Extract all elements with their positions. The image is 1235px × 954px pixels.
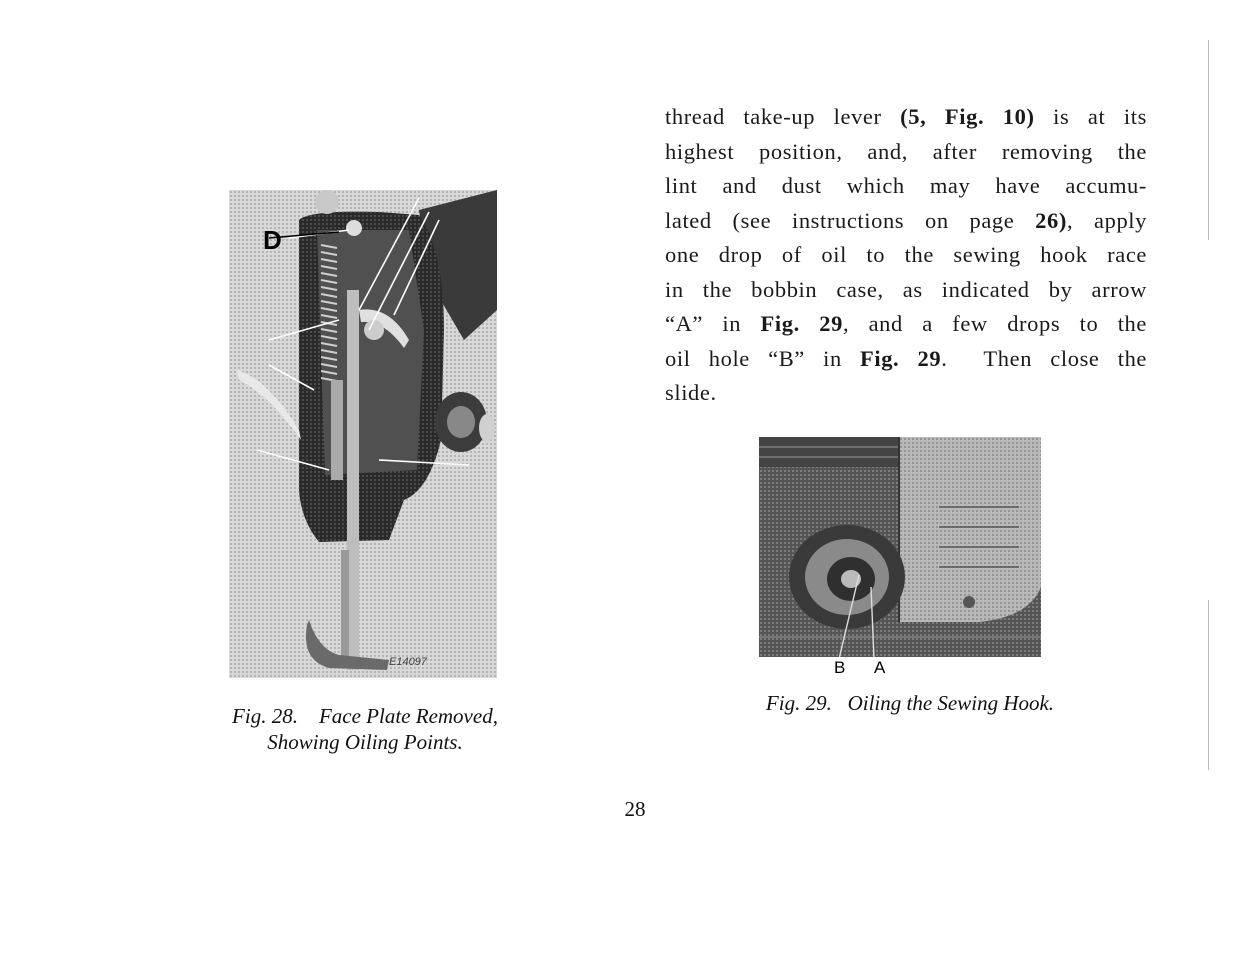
bold-reference: (5, Fig. 10) — [900, 104, 1035, 129]
text-line — [665, 135, 1147, 170]
figure-28-caption — [180, 703, 550, 755]
text-run: oil hole “B” in — [665, 345, 861, 371]
text-run: lint and dust which may have accumu- — [665, 173, 1147, 198]
text-run: , and a few drops to the — [842, 311, 1147, 336]
text-run: highest position, and, after removing the — [665, 138, 1147, 164]
sewing-head-illustration — [229, 190, 497, 678]
text-run: slide. — [665, 380, 717, 405]
text-line — [665, 342, 1147, 377]
text-line — [665, 169, 1147, 204]
text-line — [665, 307, 1147, 342]
text-run: thread take-up lever — [665, 104, 901, 129]
page-number: 28 — [624, 797, 646, 821]
scan-edge-line — [1208, 40, 1209, 240]
text-run: lated (see instructions on page — [665, 207, 1036, 233]
text-run: . Then close the — [941, 345, 1148, 371]
figure-29-photo — [759, 437, 1041, 657]
figure-28-photo — [229, 190, 497, 678]
figure-28-caption-line2: Showing Oiling Points. — [267, 730, 463, 754]
figure-29-caption: Fig. 29. Oiling the Sewing Hook. — [765, 691, 1055, 715]
figure-28-caption-line1: Fig. 28. Face Plate Removed, — [232, 704, 498, 728]
label-a: A — [874, 658, 886, 677]
text-line — [665, 204, 1147, 239]
label-b: B — [834, 658, 846, 677]
bold-reference: 26) — [1035, 207, 1067, 233]
text-line — [665, 273, 1147, 308]
plate-number: E14097 — [389, 656, 427, 668]
text-run: one drop of oil to the sewing hook race — [665, 242, 1147, 267]
scan-edge-line — [1208, 600, 1209, 770]
bold-reference: Fig. 29 — [760, 311, 843, 336]
text-run: is at its — [1034, 104, 1147, 129]
label-d: D — [263, 225, 282, 255]
instruction-paragraph — [665, 100, 1147, 411]
text-line — [665, 238, 1147, 273]
text-run: “A” in — [665, 311, 761, 336]
text-run: , apply — [1066, 207, 1147, 233]
bold-reference: Fig. 29 — [860, 345, 942, 371]
text-line — [665, 100, 1147, 135]
text-run: in the bobbin case, as indicated by arrow — [665, 276, 1147, 302]
sewing-hook-illustration — [759, 437, 1041, 657]
text-line — [665, 376, 1147, 411]
